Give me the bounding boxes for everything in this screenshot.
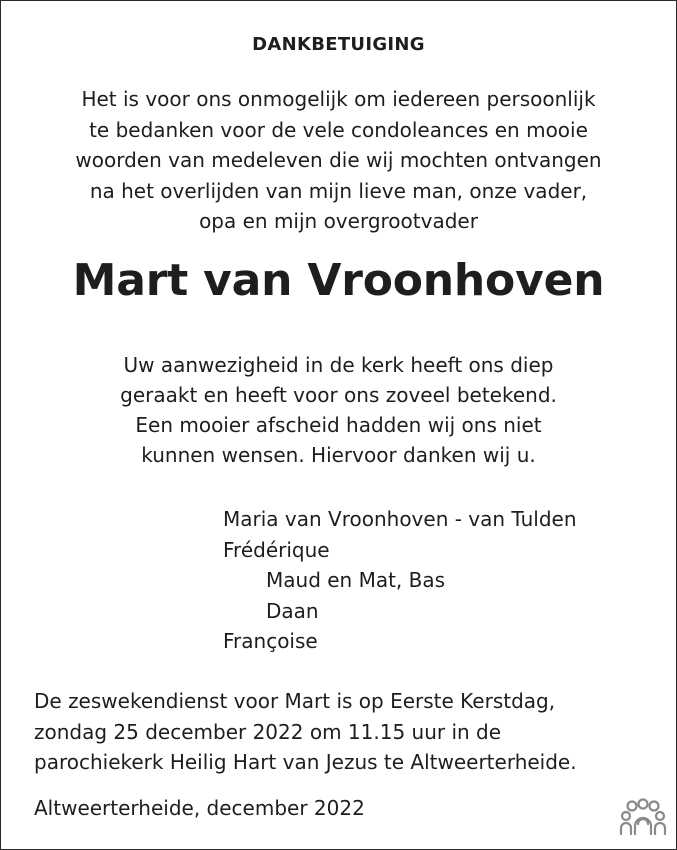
thanks-line: Een mooier afscheid hadden wij ons niet	[135, 413, 542, 437]
family-member: Daan	[266, 598, 319, 623]
service-line: De zeswekendienst voor Mart is op Eerste Kerstdag,	[34, 689, 556, 713]
intro-line: woorden van medeleven die wij mochten ontvangen	[75, 148, 602, 172]
intro-line: na het overlijden van mijn lieve man, onze vader,	[89, 178, 588, 203]
family-member: Maria van Vroonhoven - van Tulden	[223, 507, 577, 531]
place-date: Altweerterheide, december 2022	[34, 796, 365, 820]
notice-heading: DANKBETUIGING	[252, 34, 425, 55]
family-member: Françoise	[223, 629, 318, 653]
family-member: Maud en Mat, Bas	[266, 568, 446, 592]
family-member: Frédérique	[223, 537, 330, 562]
intro-text	[21, 84, 656, 237]
service-line: parochiekerk Heilig Hart van Jezus te Altweerterheide.	[34, 750, 577, 774]
thanks-line: Uw aanwezigheid in de kerk heeft ons diep	[123, 353, 554, 377]
intro-line: Het is voor ons onmogelijk om iedereen persoonlijk	[81, 87, 596, 111]
intro-line: te bedanken voor de vele condoleances en mooie	[89, 117, 588, 142]
family-signatures	[223, 504, 577, 657]
thanks-text	[21, 350, 656, 470]
people-group-icon	[618, 798, 668, 838]
intro-line: opa en mijn overgrootvader	[199, 209, 478, 233]
service-details	[34, 686, 577, 778]
thanks-line: kunnen wensen. Hiervoor danken wij u.	[141, 443, 536, 467]
deceased-name: Mart van Vroonhoven	[72, 255, 605, 306]
service-line: zondag 25 december 2022 om 11.15 uur in de	[34, 719, 502, 744]
thanks-line: geraakt en heeft voor ons zoveel betekend.	[120, 383, 557, 407]
